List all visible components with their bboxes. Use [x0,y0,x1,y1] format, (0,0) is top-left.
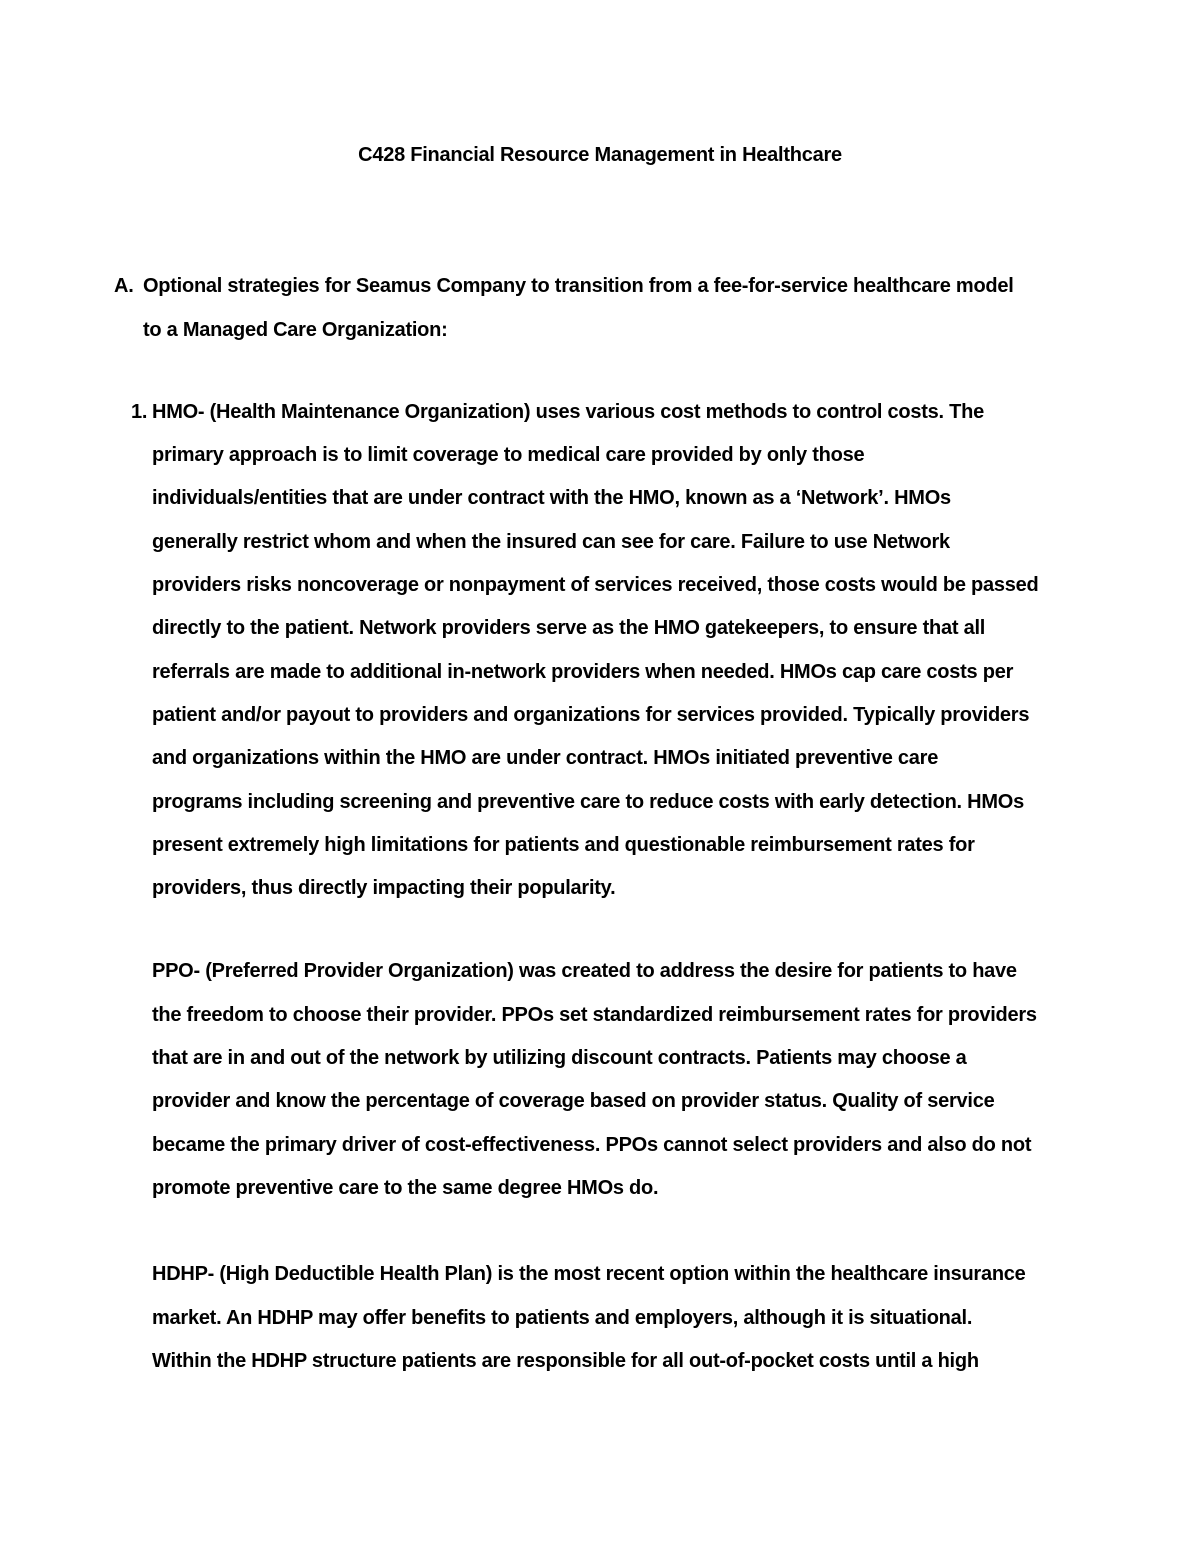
section-a-marker: A. [114,275,134,298]
text-line: that are in and out of the network by utilizing discount contracts. Patients may choose a [152,1047,967,1070]
paragraph-hdhp [152,1253,1200,1383]
text-line: directly to the patient. Network providers serve as the HMO gatekeepers, to ensure that all [152,617,986,640]
text-line: PPO- (Preferred Provider Organization) was created to address the desire for patients to have [152,960,1017,983]
text-line: present extremely high limitations for patients and questionable reimbursement rates for [152,833,975,856]
document-title: C428 Financial Resource Management in Healthcare [358,144,842,166]
text-line: Within the HDHP structure patients are responsible for all out-of-pocket costs until a high [152,1349,979,1372]
text-line: the freedom to choose their provider. PPOs set standardized reimbursement rates for providers [152,1003,1037,1026]
text-line: and organizations within the HMO are under contract. HMOs initiated preventive care [152,747,939,770]
section-a-heading-text [143,265,1200,352]
text-line: Optional strategies for Seamus Company to transition from a fee-for-service healthcare model [143,275,1014,298]
text-line: individuals/entities that are under contract with the HMO, known as a ‘Network’. HMOs [152,487,951,510]
text-line: market. An HDHP may offer benefits to patients and employers, although it is situational. [152,1306,973,1329]
text-line: promote preventive care to the same degree HMOs do. [152,1176,659,1199]
list-item-1-marker: 1. [131,400,148,423]
text-line: to a Managed Care Organization: [143,318,448,341]
text-line: HDHP- (High Deductible Health Plan) is the most recent option within the healthcare insurance [152,1263,1026,1286]
text-line: generally restrict whom and when the insured can see for care. Failure to use Network [152,530,950,553]
text-line: providers, thus directly impacting their popularity. [152,877,616,900]
text-line: programs including screening and preventive care to reduce costs with early detection. HMOs [152,790,1024,813]
text-line: provider and know the percentage of coverage based on provider status. Quality of service [152,1090,995,1113]
paragraph-ppo [152,950,1200,1210]
text-line: became the primary driver of cost-effectiveness. PPOs cannot select providers and also do not [152,1133,1032,1156]
text-line: HMO- (Health Maintenance Organization) uses various cost methods to control costs. The [152,400,984,423]
text-line: primary approach is to limit coverage to medical care provided by only those [152,444,865,467]
text-line: providers risks noncoverage or nonpayment of services received, those costs would be passed [152,574,1039,597]
text-line: referrals are made to additional in-network providers when needed. HMOs cap care costs per [152,660,1014,683]
list-item-1 [0,391,1200,911]
text-line: patient and/or payout to providers and organizations for services provided. Typically providers [152,703,1030,726]
list-item-1-text [152,391,1200,911]
section-a-heading [0,265,1200,352]
